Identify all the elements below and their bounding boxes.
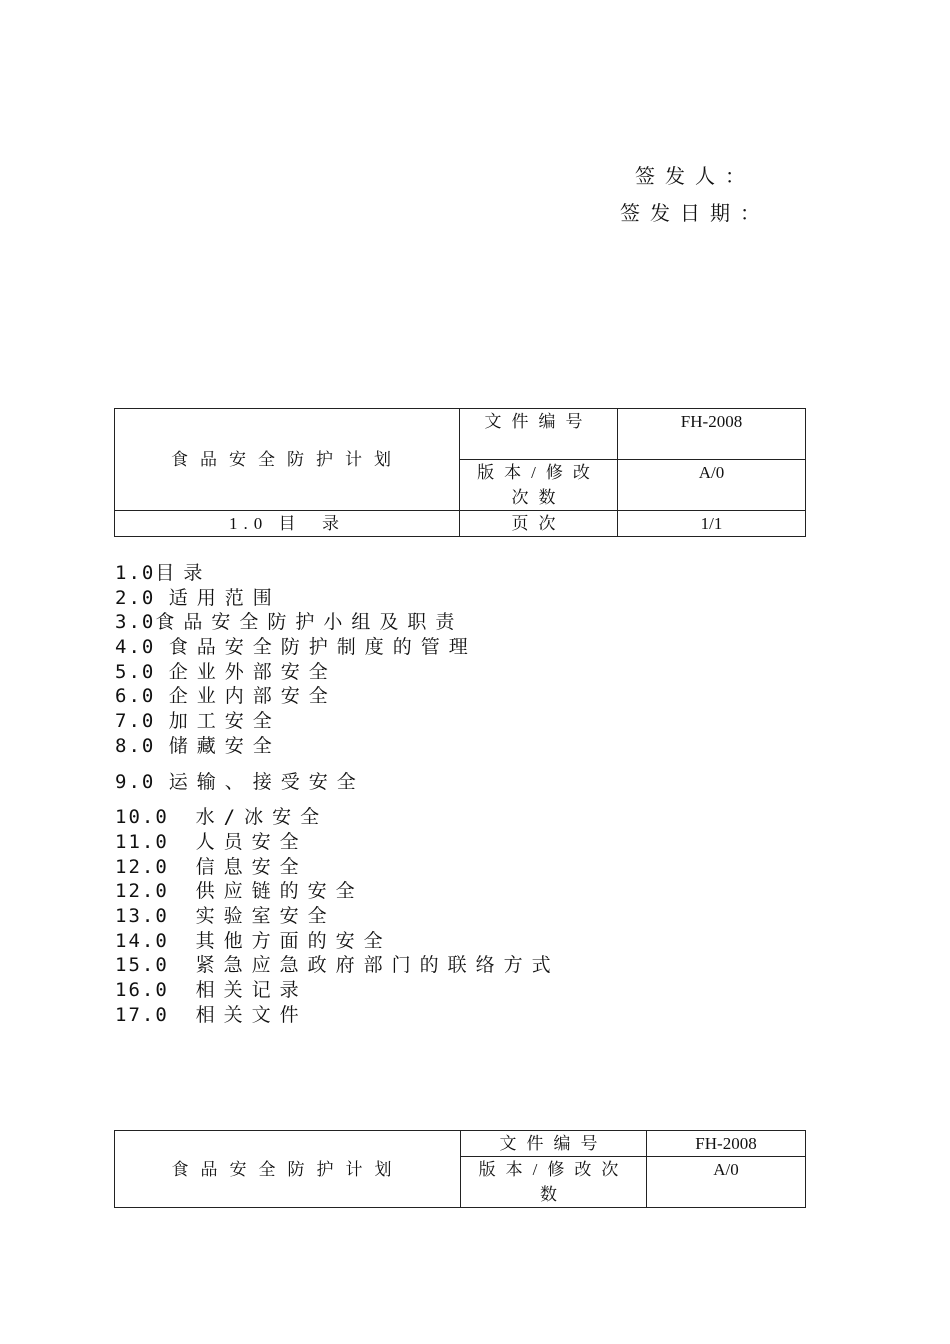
document-header-table [114, 408, 806, 537]
toc-item-title: 相关记录 [195, 979, 308, 1001]
toc-item-title: 企业内部安全 [168, 685, 337, 708]
toc-item-title: 食品安全防护制度的管理 [168, 636, 477, 659]
toc-item-title: 加工安全 [168, 710, 281, 733]
toc-item-title: 储藏安全 [168, 734, 281, 757]
toc-item [115, 953, 560, 978]
toc-item [115, 978, 560, 1003]
section-label: 1.0 目 录 [115, 511, 460, 537]
toc-item-title: 紧急应急政府部门的联络方式 [195, 954, 560, 977]
toc-item-number: 13.0 [115, 904, 196, 927]
toc-item-title: 实验室安全 [195, 904, 336, 927]
toc-item-number: 2.0 [115, 586, 169, 609]
toc-item [115, 805, 560, 830]
issue-date-label: 签发日期： [620, 201, 770, 225]
toc-item [115, 904, 560, 929]
toc-item [115, 830, 560, 855]
toc-item-number: 8.0 [115, 734, 169, 757]
version-label: 版本/修改次数 [460, 460, 618, 511]
toc-item-title: 水/冰安全 [195, 806, 329, 829]
doc-number-value: FH-2008 [618, 409, 806, 460]
toc-item-title: 相关文件 [195, 1003, 308, 1026]
toc-item-title: 信息安全 [195, 855, 308, 878]
toc-item [115, 770, 560, 795]
toc-item-number: 11.0 [115, 830, 196, 853]
toc-item-number: 16.0 [115, 979, 196, 1001]
toc-item-number: 9.0 [115, 770, 169, 793]
toc-item-number: 5.0 [115, 660, 169, 683]
toc-item-title: 适用范围 [168, 586, 281, 609]
document-title: 食品安全防护计划 [115, 409, 460, 511]
toc-item-number: 6.0 [115, 685, 169, 708]
toc-item-number: 10.0 [115, 806, 196, 829]
toc-item [115, 879, 560, 904]
toc-item [115, 684, 560, 709]
toc-item [115, 1003, 560, 1028]
footer-doc-number-value: FH-2008 [647, 1131, 806, 1157]
toc-item [115, 929, 560, 954]
toc-item-title: 目录 [155, 562, 212, 584]
toc-item [115, 734, 560, 759]
toc-item-number: 12.0 [115, 855, 196, 878]
doc-number-label: 文件编号 [460, 409, 618, 460]
toc-item-number: 17.0 [115, 1003, 196, 1026]
toc-item [115, 610, 560, 635]
toc-item [115, 709, 560, 734]
toc-item [115, 561, 560, 586]
toc-item-title: 供应链的安全 [195, 880, 364, 903]
signer-label: 签发人： [635, 164, 755, 188]
footer-version-label: 版本/修改次数 [461, 1157, 647, 1208]
toc-item-title: 其他方面的安全 [195, 929, 392, 952]
toc-item-title: 人员安全 [195, 830, 308, 853]
toc-item-number: 4.0 [115, 636, 169, 659]
toc-item-number: 7.0 [115, 710, 169, 733]
toc-item-number: 1.0 [115, 562, 156, 584]
toc-item [115, 635, 560, 660]
page-label: 页次 [460, 511, 618, 537]
toc-item [115, 660, 560, 685]
toc-item-title: 企业外部安全 [168, 660, 337, 683]
page-value: 1/1 [618, 511, 806, 537]
toc-item-title: 运输、接受安全 [168, 770, 365, 793]
toc-item-number: 15.0 [115, 954, 196, 977]
footer-version-value: A/0 [647, 1157, 806, 1208]
footer-header-table [114, 1130, 806, 1208]
footer-doc-number-label: 文件编号 [461, 1131, 647, 1157]
toc-item-number: 14.0 [115, 929, 196, 952]
toc-item [115, 855, 560, 880]
version-value: A/0 [618, 460, 806, 511]
footer-document-title: 食品安全防护计划 [115, 1131, 461, 1208]
table-of-contents [115, 561, 560, 1027]
toc-item [115, 586, 560, 611]
toc-item-number: 12.0 [115, 880, 196, 903]
toc-item-number: 3.0 [115, 611, 156, 634]
toc-item-title: 食品安全防护小组及职责 [155, 611, 464, 634]
